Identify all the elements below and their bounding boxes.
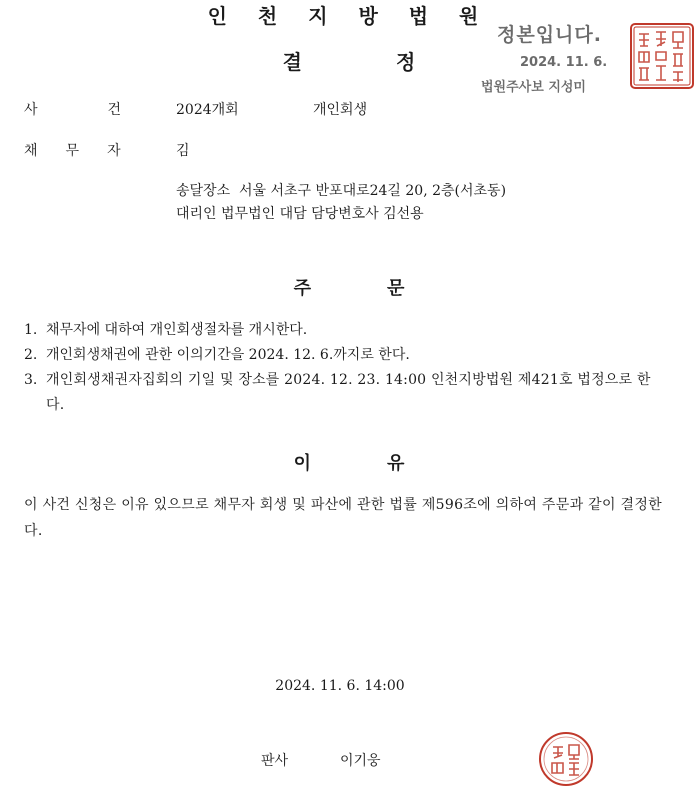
judge-title: 판사 [261, 753, 289, 769]
certifying-official: 법원주사보 지성미 [481, 80, 586, 95]
case-label-char-2: 건 [107, 102, 122, 118]
debtor-label [24, 140, 121, 160]
order-item-3 [24, 368, 664, 418]
court-seal-icon [629, 22, 695, 90]
order-item-text: 개인회생채권자집회의 기일 및 장소를 2024. 12. 23. 14:00 인천지방법원 제421호 법정으로 한다. [46, 372, 651, 413]
reason-title-right: 유 [387, 453, 405, 474]
case-name: 개인회생 [313, 102, 368, 118]
order-item-text: 개인회생채권에 관한 이의기간을 2024. 12. 6.까지로 한다. [46, 347, 410, 363]
certification-date: 2024. 11. 6. [520, 55, 608, 70]
document-type-left: 결 [282, 50, 302, 74]
decision-datetime: 2024. 11. 6. 14:00 [275, 678, 405, 694]
court-name: 인 천 지 방 법 원 [207, 4, 491, 28]
debtor-label-char-2: 무 [65, 143, 80, 159]
order-title-left: 주 [293, 278, 311, 299]
order-item-text: 채무자에 대하여 개인회생절차를 개시한다. [46, 322, 308, 338]
reason-text: 이 사건 신청은 이유 있으므로 채무자 회생 및 파산에 관한 법률 제596조에 의하여 주문과 같이 결정한다. [24, 497, 663, 539]
legal-agent: 대리인 법무법인 대담 담당변호사 김선용 [176, 206, 424, 222]
order-section-title [0, 274, 698, 300]
order-item-number: 2. [24, 347, 38, 363]
debtor-label-char-1: 채 [24, 143, 38, 159]
service-address: 송달장소 서울 서초구 반포대로24길 20, 2층(서초동) [176, 183, 507, 199]
judge-seal-icon [538, 731, 594, 787]
certified-copy-text: 정본입니다. [497, 24, 602, 46]
reason-title-left: 이 [293, 453, 311, 474]
order-title-right: 문 [387, 278, 405, 299]
order-item-1 [24, 318, 664, 343]
judge-name: 이기웅 [340, 753, 381, 769]
debtor-label-char-3: 자 [107, 143, 121, 159]
document-type-right: 정 [396, 50, 416, 74]
case-number: 2024개회 [176, 102, 239, 118]
order-item-number: 1. [24, 322, 38, 338]
case-label-char-1: 사 [24, 102, 38, 118]
case-label [24, 99, 121, 119]
order-item-number: 3. [24, 372, 38, 388]
order-item-2 [24, 343, 664, 368]
reason-section-title [0, 449, 698, 475]
order-list [24, 318, 664, 418]
debtor-name: 김 [176, 143, 190, 159]
